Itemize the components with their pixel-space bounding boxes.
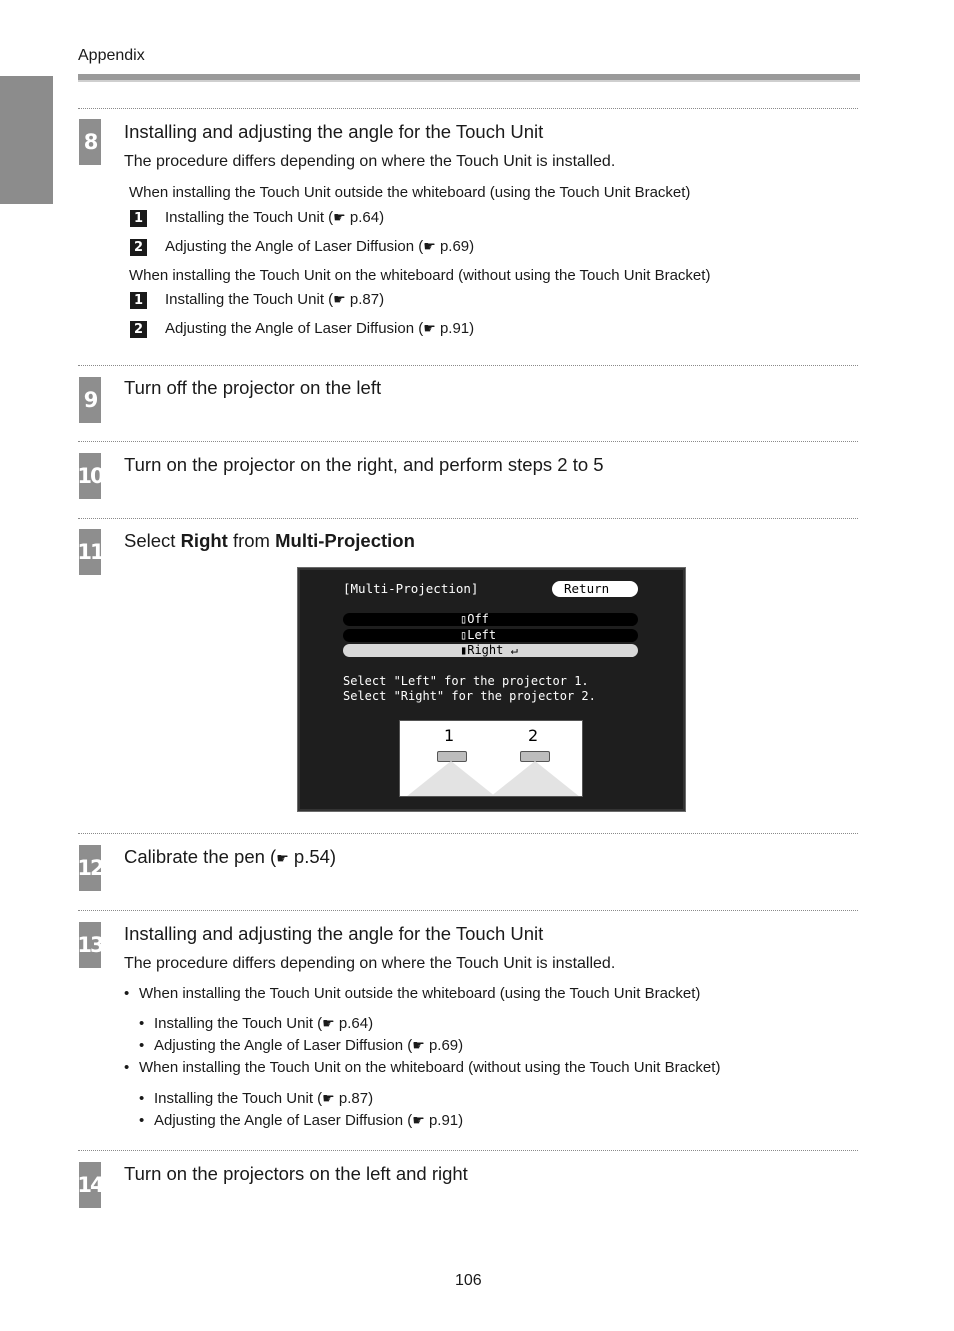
page-number: 106: [455, 1272, 482, 1289]
pointing-hand-icon: ☛: [412, 1112, 425, 1128]
step-number-11: 11: [79, 529, 101, 575]
bullet-dot: •: [139, 1090, 145, 1107]
step-8-group-b-heading: When installing the Touch Unit on the whiteboard (without using the Touch Unit Bracket): [129, 267, 711, 284]
step-13-title: Installing and adjusting the angle for the Touch Unit: [124, 923, 544, 944]
pointing-hand-icon: ☛: [322, 1090, 335, 1106]
step-number-13: 13: [79, 922, 101, 968]
sub-bullet-text: Installing the Touch Unit (☛ p.64): [154, 1015, 374, 1032]
page-reference-link[interactable]: p.64): [349, 209, 385, 226]
menu-name: Multi-Projection: [275, 530, 415, 551]
option-left[interactable]: ▯Left: [343, 629, 638, 642]
page-reference-link[interactable]: p.91): [428, 1112, 464, 1129]
substep-text: Installing the Touch Unit (☛ p.64): [165, 209, 385, 226]
step-number-10: 10: [79, 453, 101, 499]
projection-beam: [406, 761, 496, 797]
menu-description-line: Select "Right" for the projector 2.: [343, 689, 596, 703]
divider: [78, 910, 858, 911]
divider: [78, 441, 858, 442]
menu-title: [Multi-Projection]: [343, 581, 479, 596]
step-9-title: Turn off the projector on the left: [124, 377, 382, 398]
menu-description-line: Select "Left" for the projector 1.: [343, 674, 589, 688]
sub-bullet-text: Adjusting the Angle of Laser Diffusion (☛ p.69): [154, 1037, 464, 1054]
section-side-tab: [0, 76, 53, 204]
substep-text: Adjusting the Angle of Laser Diffusion (☛ p.91): [165, 320, 475, 337]
pointing-hand-icon: ☛: [333, 291, 346, 307]
pointing-hand-icon: ☛: [322, 1015, 335, 1031]
step-number-12: 12: [79, 845, 101, 891]
step-8-group-a-heading: When installing the Touch Unit outside the whiteboard (using the Touch Unit Bracket): [129, 184, 691, 201]
bullet-text: When installing the Touch Unit outside the whiteboard (using the Touch Unit Bracket): [139, 985, 701, 1002]
projector-1-label: 1: [444, 726, 455, 745]
projector-2-label: 2: [528, 726, 539, 745]
page-reference-link[interactable]: p.91): [439, 320, 475, 337]
pointing-hand-icon: ☛: [423, 238, 436, 254]
bullet-dot: •: [124, 985, 130, 1002]
option-off[interactable]: ▯Off: [343, 613, 638, 626]
divider: [78, 1150, 858, 1151]
page-reference-link[interactable]: p.54): [293, 846, 337, 867]
step-13-intro: The procedure differs depending on where the Touch Unit is installed.: [124, 955, 616, 972]
substep-number: 2: [130, 321, 147, 338]
substep-number: 2: [130, 239, 147, 256]
step-8-intro: The procedure differs depending on where the Touch Unit is installed.: [124, 153, 616, 170]
step-number-8: 8: [79, 119, 101, 165]
section-header: Appendix: [78, 47, 145, 64]
substep-text: Installing the Touch Unit (☛ p.87): [165, 291, 385, 308]
step-11-title: Select Right from Multi-Projection: [124, 530, 415, 551]
page-reference-link[interactable]: p.87): [338, 1090, 374, 1107]
return-button[interactable]: Return: [552, 581, 638, 597]
divider: [78, 108, 858, 109]
page-reference-link[interactable]: p.87): [349, 291, 385, 308]
bullet-dot: •: [139, 1015, 145, 1032]
step-10-title: Turn on the projector on the right, and perform steps 2 to 5: [124, 454, 604, 475]
divider: [78, 833, 858, 834]
pointing-hand-icon: ☛: [412, 1037, 425, 1053]
step-8-title: Installing and adjusting the angle for the Touch Unit: [124, 121, 544, 142]
bullet-dot: •: [124, 1059, 130, 1076]
bullet-dot: •: [139, 1037, 145, 1054]
header-rule: [78, 74, 860, 82]
radio-icon: ▯: [460, 612, 468, 626]
divider: [78, 365, 858, 366]
enter-icon: ↵: [510, 643, 518, 657]
substep-number: 1: [130, 292, 147, 309]
step-14-title: Turn on the projectors on the left and right: [124, 1163, 468, 1184]
step-12-title: Calibrate the pen (☛ p.54): [124, 846, 337, 867]
sub-bullet-text: Installing the Touch Unit (☛ p.87): [154, 1090, 374, 1107]
step-number-14: 14: [79, 1162, 101, 1208]
radio-icon: ▯: [460, 628, 468, 642]
divider: [78, 518, 858, 519]
pointing-hand-icon: ☛: [333, 209, 346, 225]
substep-number: 1: [130, 210, 147, 227]
page-reference-link[interactable]: p.64): [338, 1015, 374, 1032]
pointing-hand-icon: ☛: [276, 850, 289, 866]
two-projector-diagram: [399, 720, 583, 797]
bullet-text: When installing the Touch Unit on the whiteboard (without using the Touch Unit Bracket): [139, 1059, 721, 1076]
menu-option-name: Right: [180, 530, 228, 551]
page-reference-link[interactable]: p.69): [439, 238, 475, 255]
sub-bullet-text: Adjusting the Angle of Laser Diffusion (☛ p.91): [154, 1112, 464, 1129]
page-reference-link[interactable]: p.69): [428, 1037, 464, 1054]
option-right-selected[interactable]: ▮Right ↵: [343, 644, 638, 657]
substep-text: Adjusting the Angle of Laser Diffusion (☛ p.69): [165, 238, 475, 255]
multi-projection-menu-screenshot: [297, 567, 686, 812]
radio-selected-icon: ▮: [460, 643, 468, 657]
bullet-dot: •: [139, 1112, 145, 1129]
step-number-9: 9: [79, 377, 101, 423]
projection-beam: [490, 761, 580, 797]
pointing-hand-icon: ☛: [423, 320, 436, 336]
